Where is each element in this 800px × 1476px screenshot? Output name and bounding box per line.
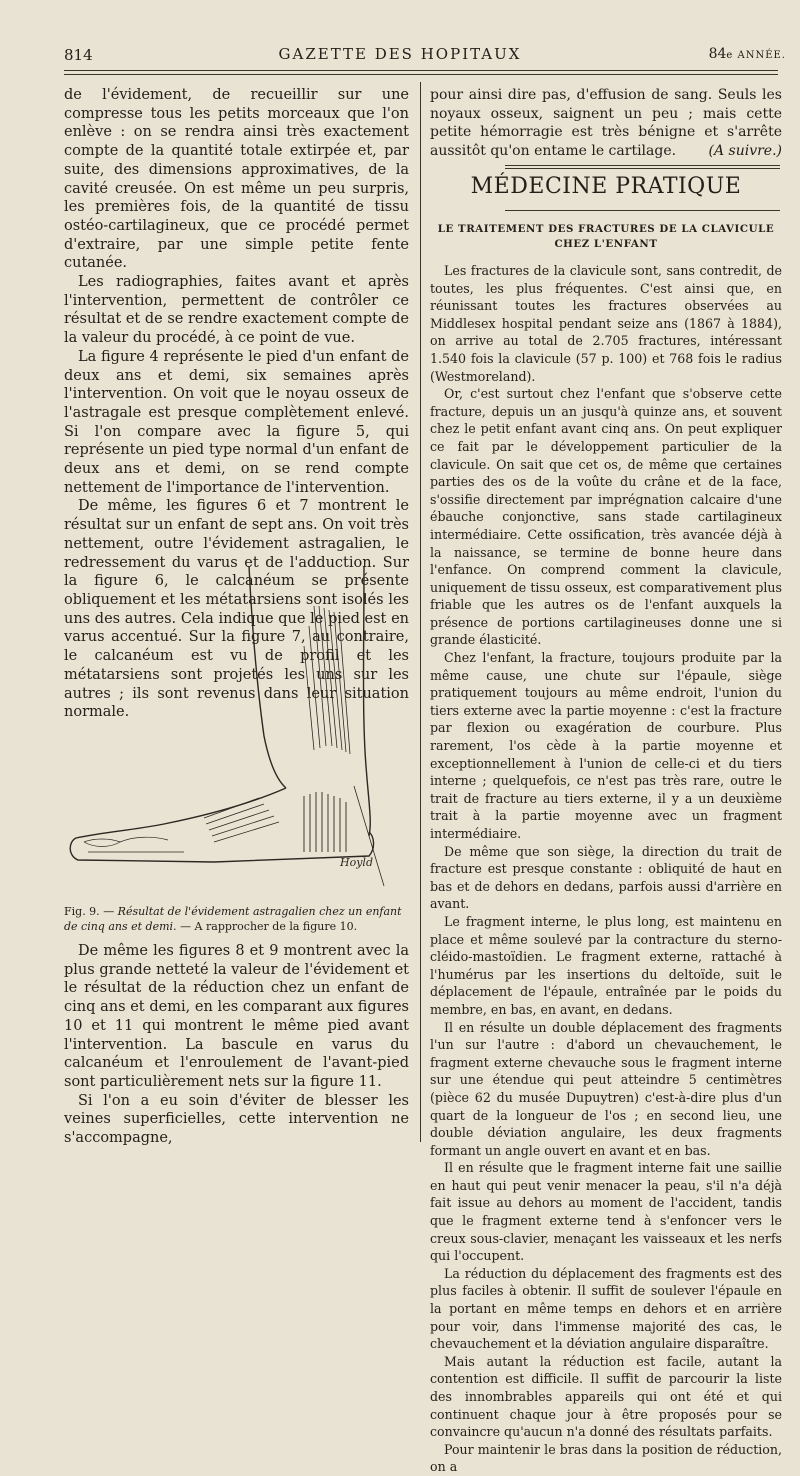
left-column-bottom <box>64 942 409 1147</box>
metatarsal-hatching <box>204 798 279 842</box>
left-paragraph-3: La figure 4 représente le pied d'un enfant de deux ans et demi, six semaines après l'intervention. On voit que le noyau osseux de l'astragale est presque complètement enlevé. Si l'on compare avec la figure 5, qui représente un pied type normal d'un enfant de deux ans et demi, on se rend compte nettement de l'importance de l'intervention. <box>64 348 409 496</box>
caption-italic: — Résultat de l'évidement astragalien chez un enfant de cinq ans et demi. <box>64 905 402 933</box>
section-heading-box <box>430 174 782 204</box>
right-paragraph-2: Or, c'est surtout chez l'enfant que s'observe cette fracture, depuis un an jusqu'à quinze ans, et souvent chez le petit enfant avant cinq ans. On peut expliquer ce fait par le développement particulier de la clavicule. On sait que cet os, de même que certaines parties des os de la voûte du crâne et de la face, s'ossifie directement par imprégnation calcaire d'une ébauche conjonctive, sans stade cartilagineux intermédiaire. Cette ossification, très avancée déjà à la naissance, se termine de bonne heure dans l'enfance. On comprend comment la clavicule, uniquement de tissu osseux, est comparativement plus friable que les autres os de l'enfant auxquels la présence de portions cartilagineuses donne une si grande élasticité. <box>430 386 782 648</box>
right-paragraph-8: La réduction du déplacement des fragments est des plus faciles à obtenir. Il suffit de soulever l'épaule en la portant en même temps en dehors et en arrière pour voir, dans l'immense majorité des cas, le chevauchement et la déviation angulaire disparaître. <box>430 1265 782 1352</box>
article-title-line-1: LE TRAITEMENT DES FRACTURES DE LA CLAVICULE <box>437 223 775 235</box>
tibia-hatching <box>304 606 350 754</box>
article-title-line-2: CHEZ L'ENFANT <box>554 238 658 250</box>
section-rule-top-2 <box>505 168 780 169</box>
leg-front-outline <box>249 566 286 788</box>
figure-caption <box>64 904 409 934</box>
column-divider <box>420 82 421 1142</box>
right-paragraph-6: Il en résulte un double déplacement des fragments l'un sur l'autre : d'abord un chevauchement, le fragment externe chevauche sous le fragment interne sur une étendue qui peut atteindre 5 centimètres (pièce 62 du musée Dupuytren) c'est-à-dire plus d'un quart de la longueur de l'os ; en second lieu, une double déviation angulaire, les deux fragments formant un angle ouvert en avant et en bas. <box>430 1019 782 1158</box>
right-paragraph-9: Mais autant la réduction est facile, autant la contention est difficile. Il suffit de parcourir la liste des innombrables appareils qui ont été et qui continuent chaque jour à être proposés pour se convaincre qu'aucun n'a donné des résultats parfaits. <box>430 1353 782 1440</box>
right-paragraph-7: Il en résulte que le fragment interne fait une saillie en haut qui peut venir menacer la peau, s'il n'a déjà fait issue au dehors au moment de l'accident, tandis que le fragment externe tend à s'enfoncer vers le creux sous-clavier, menaçant les vaisseaux et les nerfs qui l'occupent. <box>430 1160 782 1264</box>
article-title-box <box>430 222 782 258</box>
journal-title: GAZETTE DES HOPITAUX <box>278 45 522 63</box>
page-number: 814 <box>64 46 93 64</box>
right-paragraph-4: De même que son siège, la direction du trait de fracture est presque constante : obliquité de haut en bas et de dehors en dedans, parfois aussi d'arrière en avant. <box>430 843 782 912</box>
header-rule-bottom <box>64 74 778 75</box>
section-rule-bottom <box>505 210 780 211</box>
left-paragraph-1: de l'évidement, de recueillir sur une compresse tous les petits morceaux que l'on enlève : on se rendra ainsi très exactement compte de la quantité totale extirpée et, par suite, des dimensions approximatives, de la cavité creusée. On est même un peu surpris, les premières fois, de la quantité de tissu ostéo-cartilagineux, que ce procédé permet d'extraire, par une simple petite fente cutanée. <box>64 87 409 272</box>
page-header <box>0 42 800 66</box>
left-paragraph-5: De même les figures 8 et 9 montrent avec la plus grande netteté la valeur de l'évidement et le résultat de la réduction chez un enfant de cinq ans et demi, en les comparant aux figures 10 et 11 qui montrent le même pied avant l'intervention. La bascule en varus du calcanéum et l'enroulement de l'avant-pied sont particulièrement nets sur la figure 11. <box>64 943 409 1090</box>
right-paragraph-10: Pour maintenir le bras dans la position de réduction, on a <box>430 1441 782 1475</box>
right-continued-paragraph: pour ainsi dire pas, d'effusion de sang. Seuls les noyaux osseux, saignent un peu ; mais cette petite hémorragie est très bénigne et s'arrête aussitôt qu'on entame le cartilage. (A suivre.) <box>430 87 782 159</box>
figure-9-foot-drawing <box>64 566 409 896</box>
to-be-continued: (A suivre.) <box>708 142 782 159</box>
right-column-top <box>430 86 782 162</box>
left-paragraph-2: Les radiographies, faites avant et après l'intervention, permettent de contrôler ce résultat et de se rendre exactement compte de la valeur du procédé, à ce point de vue. <box>64 274 410 347</box>
foot-drawing-svg <box>64 566 409 896</box>
left-paragraph-4: De même, les figures 6 et 7 montrent le résultat sur un enfant de sept ans. On voit très nettement, outre l'évidement astragalien, le redressement du varus et de l'adduction. Sur la figure 6, le calcanéum se présente obliquement et les métatarsiens sont isolés les uns des autres. Cela indique que le pied est en varus accentué. Sur la figure 7, au contraire, le calcanéum est vu de profil et les métatarsiens sont projetés les uns sur les autres ; ils sont revenus dans leur situation normale. <box>64 498 409 721</box>
caption-rest: — A rapprocher de la figure 10. <box>180 920 358 933</box>
year-label: 84e ANNÉE. <box>708 46 786 62</box>
right-paragraph-3: Chez l'enfant, la fracture, toujours produite par la même cause, une chute sur l'épaule, siège pratiquement toujours au même endroit, l'union du tiers externe avec la partie moyenne : c'est la fracture par flexion ou exagération de courbure. Plus rarement, l'os cède à la partie moyenne et exceptionnellement à l'union de celle-ci et du tiers interne ; quelquefois, ce n'est pas très rare, outre le trait de fracture au tiers externe, il y a un deuxième trait à la partie moyenne avec un fragment intermédiaire. <box>430 650 782 841</box>
calcaneus-hatching <box>304 792 346 852</box>
caption-label: Fig. 9. <box>64 905 100 918</box>
section-rule-top-1 <box>505 165 780 166</box>
right-paragraph-5: Le fragment interne, le plus long, est maintenu en place et même soulevé par la contracture du sterno-cléido-mastoïdien. Le fragment externe, rattaché à l'humérus par les insertions du deltoïde, suit le déplacement de l'épaule, entraînée par le poids du membre, en bas, en avant, en dedans. <box>430 913 782 1017</box>
section-title: MÉDECINE PRATIQUE <box>470 174 742 199</box>
header-rule-top <box>64 70 778 71</box>
right-column-body <box>430 262 782 1475</box>
leg-back-outline <box>364 566 371 836</box>
right-paragraph-1: Les fractures de la clavicule sont, sans contredit, de toutes, les plus fréquentes. C'est ainsi que, en réunissant toutes les fractures observées au Middlesex hospital pendant seize ans (1867 à 1884), on arrive au total de 2.705 fractures, intéressant 1.540 fois la clavicule (57 p. 100) et 768 fois le radius (Westmoreland). <box>430 263 782 384</box>
toes-outline <box>84 837 184 852</box>
artist-signature: Hoyld <box>340 856 373 869</box>
left-paragraph-6: Si l'on a eu soin d'éviter de blesser les veines superficielles, cette intervention ne s'accompagne, <box>64 1092 409 1147</box>
left-column-top <box>64 86 410 721</box>
